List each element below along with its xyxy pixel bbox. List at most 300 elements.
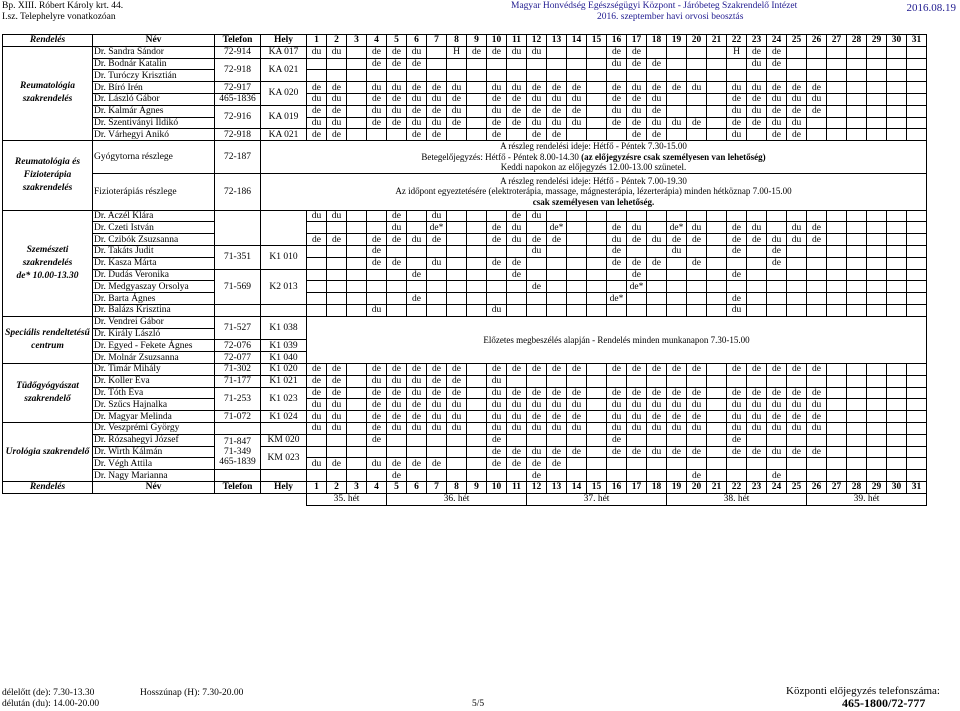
- day-cell: [667, 58, 687, 70]
- day-header: 11: [507, 35, 527, 47]
- day-cell: de: [547, 446, 567, 458]
- day-cell: de: [607, 246, 627, 258]
- day-cell: du: [527, 399, 547, 411]
- day-cell: [867, 58, 887, 70]
- day-cell: [827, 269, 847, 281]
- day-cell: [747, 257, 767, 269]
- day-cell: [707, 70, 727, 82]
- page-header: [0, 0, 960, 26]
- day-cell: de: [687, 446, 707, 458]
- gy-tuesday: Keddi napokon az előjegyzés 12.00-13.00 szünetel.: [500, 162, 687, 173]
- day-cell: [367, 269, 387, 281]
- day-cell: de: [387, 117, 407, 129]
- day-cell: [527, 70, 547, 82]
- day-cell: [667, 46, 687, 58]
- day-cell: [427, 446, 447, 458]
- day-cell: du: [447, 105, 467, 117]
- day-cell: [827, 210, 847, 222]
- col-telefon: Telefon: [215, 482, 261, 494]
- day-cell: de: [747, 387, 767, 399]
- day-cell: [547, 293, 567, 305]
- day-cell: [827, 387, 847, 399]
- day-cell: du: [767, 399, 787, 411]
- day-cell: [907, 46, 927, 58]
- day-cell: [727, 375, 747, 387]
- phone: 72-076: [215, 340, 261, 352]
- day-header: 21: [707, 35, 727, 47]
- day-cell: [767, 375, 787, 387]
- table-row: [3, 316, 927, 328]
- day-cell: [867, 234, 887, 246]
- day-cell: [787, 305, 807, 317]
- day-cell: [627, 246, 647, 258]
- day-cell: [647, 70, 667, 82]
- day-cell: [847, 105, 867, 117]
- day-cell: de: [527, 364, 547, 376]
- day-cell: [827, 93, 847, 105]
- day-cell: de: [547, 387, 567, 399]
- day-cell: [907, 281, 927, 293]
- phone-1: 71-847: [224, 437, 251, 447]
- doctor-name: Dr. Sandra Sándor: [93, 46, 215, 58]
- institution-name: Magyar Honvédség Egészségügyi Központ - Járóbeteg Szakrendelő Intézet: [511, 1, 798, 11]
- day-cell: [327, 222, 347, 234]
- table-row: [3, 387, 927, 399]
- day-cell: du: [607, 411, 627, 423]
- day-cell: [347, 411, 367, 423]
- day-header: 2: [327, 35, 347, 47]
- day-cell: [707, 434, 727, 446]
- day-cell: [387, 70, 407, 82]
- col-hely: Hely: [261, 35, 307, 47]
- day-cell: [867, 470, 887, 482]
- day-cell: de: [787, 387, 807, 399]
- day-cell: du: [727, 129, 747, 141]
- day-cell: [347, 375, 367, 387]
- doctor-name: Dr. Kasza Márta: [93, 257, 215, 269]
- day-cell: du: [387, 375, 407, 387]
- day-header: 29: [867, 35, 887, 47]
- day-cell: de: [687, 470, 707, 482]
- day-cell: [347, 222, 367, 234]
- day-cell: de: [767, 387, 787, 399]
- section-szem-note: de* 10.00-13.30: [16, 270, 79, 281]
- day-cell: de: [547, 129, 567, 141]
- day-cell: du: [507, 46, 527, 58]
- day-cell: de: [727, 269, 747, 281]
- day-cell: [707, 117, 727, 129]
- table-row: [3, 234, 927, 246]
- day-cell: [447, 58, 467, 70]
- day-cell: [467, 411, 487, 423]
- day-cell: [307, 58, 327, 70]
- day-cell: de: [627, 117, 647, 129]
- day-cell: de: [767, 470, 787, 482]
- day-cell: [687, 293, 707, 305]
- day-cell: [727, 281, 747, 293]
- day-cell: du: [687, 399, 707, 411]
- day-cell: [827, 375, 847, 387]
- day-cell: de: [487, 129, 507, 141]
- day-cell: [907, 82, 927, 94]
- day-cell: [567, 281, 587, 293]
- day-cell: de: [687, 117, 707, 129]
- day-cell: [807, 470, 827, 482]
- col-nev: Név: [93, 35, 215, 47]
- day-cell: [447, 305, 467, 317]
- day-cell: de: [367, 93, 387, 105]
- day-cell: [907, 293, 927, 305]
- day-cell: [907, 129, 927, 141]
- day-cell: du: [687, 222, 707, 234]
- day-cell: de: [367, 246, 387, 258]
- day-header: 6: [407, 482, 427, 494]
- day-cell: [567, 293, 587, 305]
- day-cell: de: [567, 446, 587, 458]
- day-cell: [707, 470, 727, 482]
- phone-2: 71-349: [224, 447, 251, 457]
- day-cell: [887, 46, 907, 58]
- day-cell: [847, 246, 867, 258]
- day-cell: [707, 257, 727, 269]
- day-cell: [587, 257, 607, 269]
- day-cell: du: [407, 387, 427, 399]
- day-cell: de: [327, 105, 347, 117]
- day-cell: de: [507, 446, 527, 458]
- day-cell: [547, 281, 567, 293]
- day-cell: de: [407, 105, 427, 117]
- day-cell: [687, 129, 707, 141]
- day-cell: de: [627, 234, 647, 246]
- day-cell: [867, 129, 887, 141]
- day-cell: de: [427, 375, 447, 387]
- doctor-name: Dr. Várhegyi Anikó: [93, 129, 215, 141]
- day-cell: [407, 305, 427, 317]
- unit-info: [261, 173, 927, 210]
- day-header: 28: [847, 35, 867, 47]
- day-cell: [887, 434, 907, 446]
- day-cell: du: [507, 222, 527, 234]
- day-cell: [567, 470, 587, 482]
- fz-hours: A részleg rendelési ideje: Hétfő - Péntek 7.00-19.30: [500, 175, 687, 186]
- day-cell: [567, 434, 587, 446]
- day-header: 9: [467, 482, 487, 494]
- week-label: 39. hét: [807, 493, 927, 505]
- day-cell: [547, 375, 567, 387]
- day-cell: de: [687, 411, 707, 423]
- day-cell: de: [727, 446, 747, 458]
- day-cell: du: [447, 411, 467, 423]
- phone-3: 465-1839: [219, 457, 256, 467]
- day-cell: [687, 375, 707, 387]
- day-cell: [467, 234, 487, 246]
- day-cell: du: [427, 411, 447, 423]
- day-cell: [887, 257, 907, 269]
- table-row: [3, 117, 927, 129]
- day-cell: [427, 281, 447, 293]
- day-cell: [807, 129, 827, 141]
- day-cell: [707, 129, 727, 141]
- gy-booking-note: (az előjegyzésre csak személyesen van lehetőség): [581, 151, 766, 162]
- day-cell: [867, 446, 887, 458]
- day-header: 19: [667, 482, 687, 494]
- day-cell: du: [367, 375, 387, 387]
- day-cell: de: [427, 458, 447, 470]
- day-cell: de: [747, 446, 767, 458]
- day-cell: du: [427, 423, 447, 435]
- day-cell: [847, 458, 867, 470]
- day-cell: [747, 293, 767, 305]
- day-cell: de: [487, 458, 507, 470]
- day-cell: [907, 458, 927, 470]
- day-cell: de: [387, 470, 407, 482]
- day-cell: de: [647, 58, 667, 70]
- day-cell: [867, 93, 887, 105]
- day-header: 22: [727, 482, 747, 494]
- unit-name: Gyógytorna részlege: [93, 141, 215, 174]
- day-cell: [507, 129, 527, 141]
- doctor-name: Dr. Bodnár Katalin: [93, 58, 215, 70]
- day-cell: de: [327, 387, 347, 399]
- day-cell: [447, 246, 467, 258]
- day-cell: de: [527, 470, 547, 482]
- day-header: 11: [507, 482, 527, 494]
- table-row: [3, 129, 927, 141]
- day-cell: [467, 364, 487, 376]
- day-cell: [767, 305, 787, 317]
- doctor-name: Dr. Kalmár Ágnes: [93, 105, 215, 117]
- day-cell: [587, 423, 607, 435]
- day-cell: [307, 70, 327, 82]
- day-header: 14: [567, 482, 587, 494]
- day-cell: [807, 210, 827, 222]
- day-cell: [607, 375, 627, 387]
- day-cell: [307, 222, 327, 234]
- day-cell: [347, 423, 367, 435]
- site-note: I.sz. Telephelyre vonatkozóan: [2, 12, 116, 22]
- day-cell: [387, 446, 407, 458]
- day-cell: [807, 117, 827, 129]
- day-cell: [447, 70, 467, 82]
- day-cell: [707, 210, 727, 222]
- day-cell: [407, 470, 427, 482]
- table-row: [3, 364, 927, 376]
- day-cell: [847, 364, 867, 376]
- day-cell: de: [807, 411, 827, 423]
- day-cell: [707, 458, 727, 470]
- day-cell: [867, 293, 887, 305]
- day-cell: [867, 411, 887, 423]
- day-cell: [347, 70, 367, 82]
- day-cell: du: [307, 210, 327, 222]
- day-cell: de: [727, 387, 747, 399]
- day-cell: de: [667, 387, 687, 399]
- day-cell: [847, 257, 867, 269]
- day-cell: [887, 222, 907, 234]
- day-header: 27: [827, 35, 847, 47]
- day-cell: de: [667, 364, 687, 376]
- day-cell: [587, 458, 607, 470]
- day-cell: [347, 82, 367, 94]
- day-cell: [907, 387, 927, 399]
- day-cell: [807, 70, 827, 82]
- week-label: 35. hét: [307, 493, 387, 505]
- day-cell: de: [627, 129, 647, 141]
- day-cell: de: [487, 117, 507, 129]
- day-cell: [667, 281, 687, 293]
- day-cell: [667, 375, 687, 387]
- day-cell: du: [647, 234, 667, 246]
- day-cell: de: [547, 364, 567, 376]
- day-cell: [347, 117, 367, 129]
- day-cell: du: [447, 82, 467, 94]
- day-cell: [387, 281, 407, 293]
- day-cell: [847, 58, 867, 70]
- day-cell: [587, 387, 607, 399]
- day-cell: de: [747, 234, 767, 246]
- day-cell: [707, 246, 727, 258]
- day-cell: [607, 305, 627, 317]
- day-cell: [487, 470, 507, 482]
- day-cell: de: [747, 117, 767, 129]
- day-cell: [847, 234, 867, 246]
- day-cell: [847, 411, 867, 423]
- schedule-table: [2, 34, 927, 506]
- day-cell: du: [787, 117, 807, 129]
- day-cell: [727, 470, 747, 482]
- day-cell: [507, 293, 527, 305]
- day-cell: de: [647, 105, 667, 117]
- day-cell: de: [547, 458, 567, 470]
- day-cell: [647, 434, 667, 446]
- day-cell: [347, 257, 367, 269]
- day-cell: du: [527, 210, 547, 222]
- phone: 72-916: [215, 105, 261, 129]
- day-cell: du: [527, 46, 547, 58]
- col-rendeles: Rendelés: [3, 482, 93, 494]
- day-cell: [367, 210, 387, 222]
- day-cell: [767, 434, 787, 446]
- day-cell: [887, 105, 907, 117]
- phone: 71-569: [215, 269, 261, 304]
- day-cell: [507, 70, 527, 82]
- phone: [215, 434, 261, 469]
- phone: 465-1836: [215, 93, 261, 105]
- doctor-name: Dr. Takáts Judit: [93, 246, 215, 258]
- day-cell: [427, 269, 447, 281]
- day-cell: [587, 305, 607, 317]
- doctor-name: Dr. Egyed - Fekete Ágnes: [93, 340, 215, 352]
- day-cell: [707, 375, 727, 387]
- day-cell: du: [747, 82, 767, 94]
- doctor-name: Dr. Tóth Éva: [93, 387, 215, 399]
- day-cell: de: [747, 46, 767, 58]
- day-cell: [907, 434, 927, 446]
- day-cell: de: [547, 234, 567, 246]
- day-cell: de: [387, 458, 407, 470]
- day-cell: [907, 446, 927, 458]
- table-row: [3, 105, 927, 117]
- day-cell: H: [727, 46, 747, 58]
- day-cell: [567, 458, 587, 470]
- day-cell: [687, 434, 707, 446]
- day-cell: [747, 458, 767, 470]
- day-cell: [647, 222, 667, 234]
- day-cell: [887, 470, 907, 482]
- day-cell: de: [767, 246, 787, 258]
- day-cell: [887, 305, 907, 317]
- day-cell: [527, 58, 547, 70]
- day-cell: de: [387, 93, 407, 105]
- day-cell: [707, 399, 727, 411]
- day-cell: [807, 458, 827, 470]
- day-cell: du: [407, 117, 427, 129]
- day-header: 7: [427, 482, 447, 494]
- day-cell: [707, 364, 727, 376]
- day-cell: [707, 234, 727, 246]
- day-cell: du: [447, 399, 467, 411]
- weeks-row: [3, 493, 927, 505]
- doctor-name: Dr. Vendrei Gábor: [93, 316, 215, 328]
- day-cell: de: [727, 364, 747, 376]
- doctor-name: Dr. Nagy Marianna: [93, 470, 215, 482]
- day-cell: [907, 375, 927, 387]
- day-cell: du: [407, 423, 427, 435]
- day-cell: [347, 129, 367, 141]
- day-cell: du: [507, 411, 527, 423]
- day-cell: [567, 246, 587, 258]
- day-cell: de: [387, 411, 407, 423]
- day-cell: [847, 470, 867, 482]
- day-cell: [707, 293, 727, 305]
- day-cell: [847, 70, 867, 82]
- table-row: [3, 470, 927, 482]
- table-row: [3, 375, 927, 387]
- day-header: 4: [367, 482, 387, 494]
- section-reuma-fizio: Reumatológia és Fizioterápia szakrendelés: [3, 141, 93, 211]
- day-cell: [887, 387, 907, 399]
- day-cell: [427, 470, 447, 482]
- day-cell: du: [507, 423, 527, 435]
- day-cell: [447, 470, 467, 482]
- day-header: 3: [347, 35, 367, 47]
- day-header: 26: [807, 35, 827, 47]
- day-cell: [907, 364, 927, 376]
- day-cell: [827, 82, 847, 94]
- day-cell: du: [787, 234, 807, 246]
- room: K1 040: [261, 352, 307, 364]
- day-cell: [867, 70, 887, 82]
- day-cell: de: [427, 364, 447, 376]
- day-cell: [907, 105, 927, 117]
- day-cell: du: [387, 82, 407, 94]
- room: K2 013: [261, 269, 307, 304]
- day-header: 19: [667, 35, 687, 47]
- day-cell: [707, 269, 727, 281]
- day-cell: de: [547, 82, 567, 94]
- day-cell: de: [387, 257, 407, 269]
- day-cell: [667, 434, 687, 446]
- day-cell: [807, 281, 827, 293]
- day-cell: du: [607, 234, 627, 246]
- day-cell: [667, 269, 687, 281]
- day-cell: [707, 411, 727, 423]
- room: K1 038: [261, 316, 307, 340]
- day-cell: [347, 105, 367, 117]
- day-header: 1: [307, 482, 327, 494]
- day-header: 17: [627, 35, 647, 47]
- day-cell: de: [607, 93, 627, 105]
